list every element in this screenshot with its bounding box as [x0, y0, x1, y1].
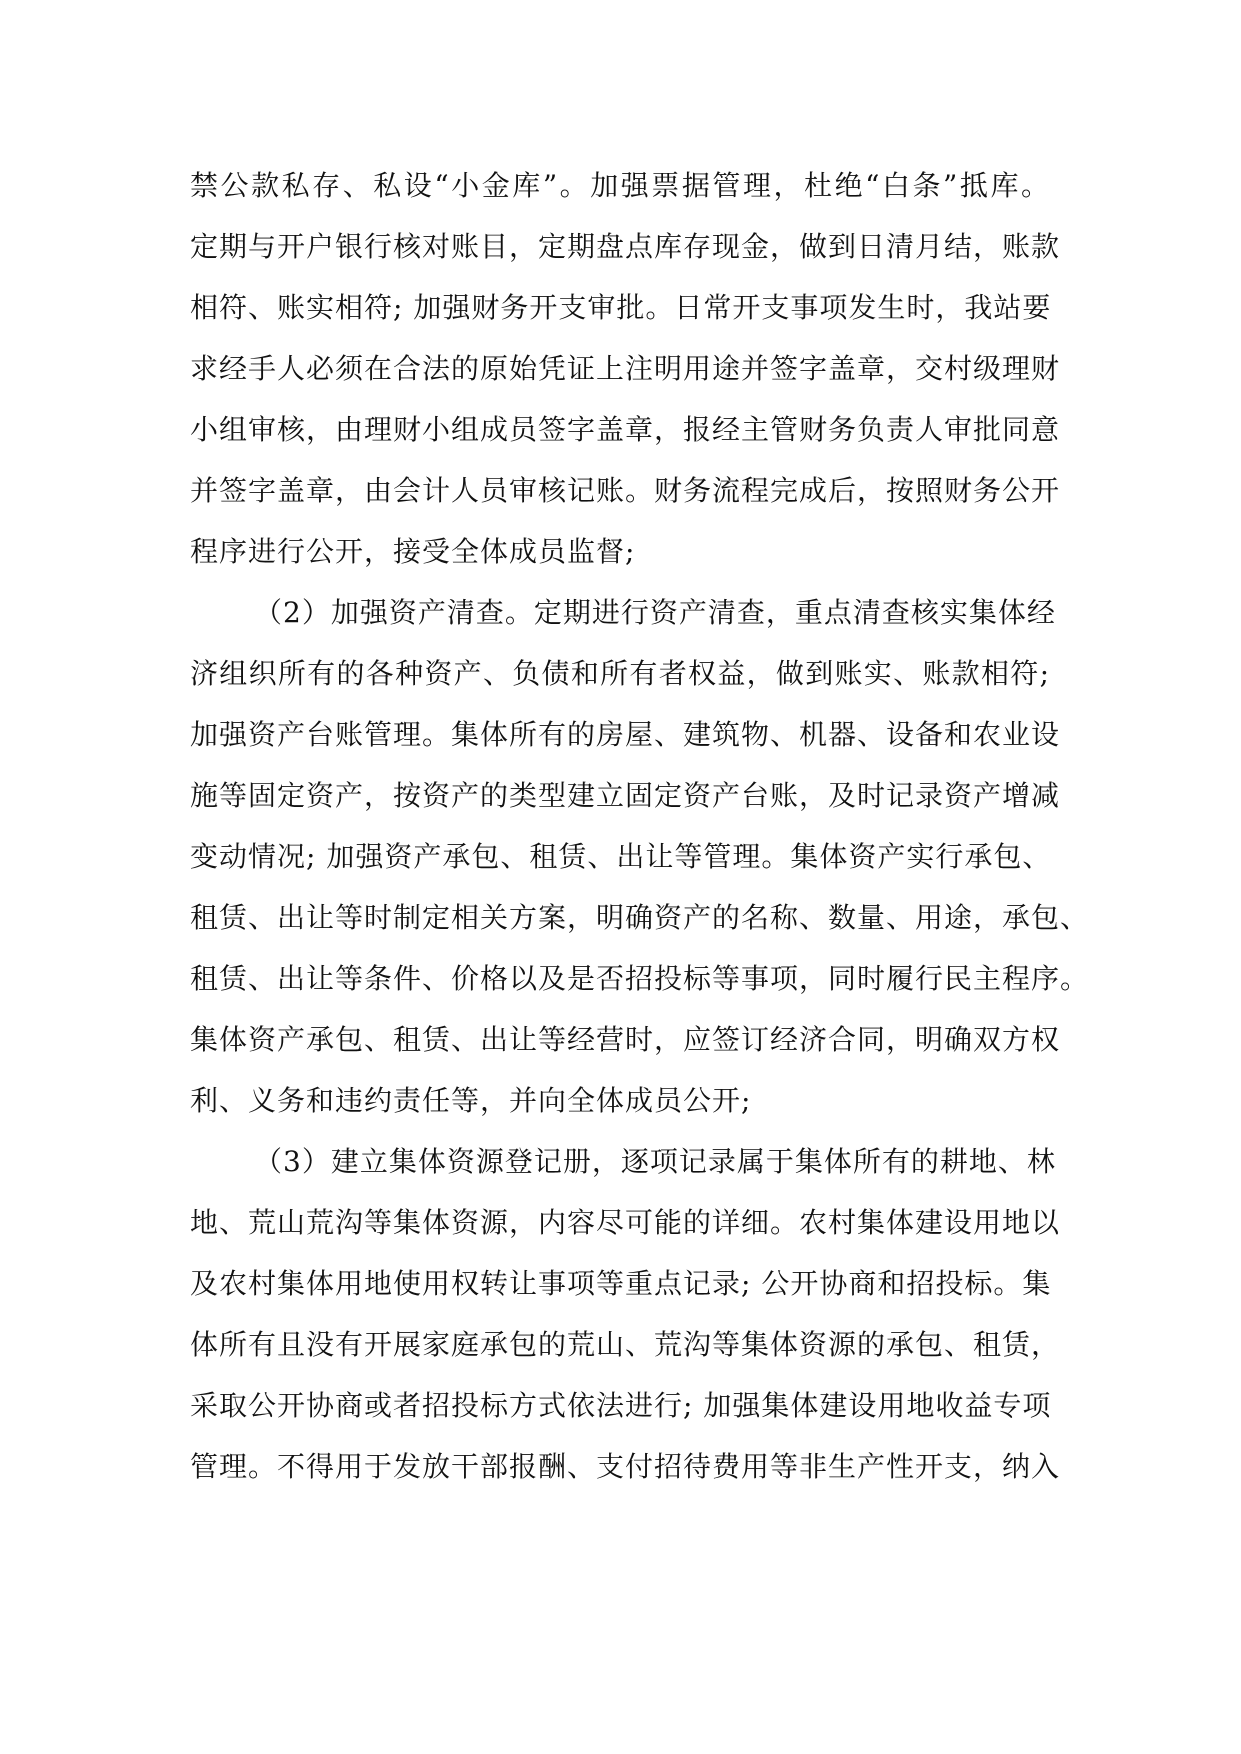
- body-text-line: 利、义务和违约责任等，并向全体成员公开;: [190, 1084, 752, 1117]
- body-text-line: 禁公款私存、私设“小金库”。加强票据管理，杜绝“白条”抵库。: [190, 169, 1050, 202]
- body-text-line: 变动情况; 加强资产承包、租赁、出让等管理。集体资产实行承包、: [190, 840, 1052, 873]
- body-text-line: 体所有且没有开展家庭承包的荒山、荒沟等集体资源的承包、租赁，: [190, 1328, 1061, 1361]
- body-text-line: 管理。不得用于发放干部报酬、支付招待费用等非生产性开支，纳入: [190, 1450, 1061, 1483]
- body-text-line: 及农村集体用地使用权转让事项等重点记录; 公开协商和招投标。集: [190, 1267, 1052, 1300]
- document-body: [190, 155, 1090, 1497]
- body-text-line: 定期与开户银行核对账目，定期盘点库存现金，做到日清月结，账款: [190, 230, 1061, 263]
- body-text-line: 集体资产承包、租赁、出让等经营时，应签订经济合同，明确双方权: [190, 1023, 1061, 1056]
- body-text-line: 地、荒山荒沟等集体资源，内容尽可能的详细。农村集体建设用地以: [190, 1206, 1061, 1239]
- body-text-line: 济组织所有的各种资产、负债和所有者权益，做到账实、账款相符;: [190, 657, 1050, 690]
- body-text-line: 相符、账实相符; 加强财务开支审批。日常开支事项发生时，我站要: [190, 291, 1052, 324]
- body-text-line: 求经手人必须在合法的原始凭证上注明用途并签字盖章，交村级理财: [190, 352, 1061, 385]
- body-text-line: （2）加强资产清查。定期进行资产清查，重点清查核实集体经: [254, 596, 1056, 629]
- body-text-line: 并签字盖章，由会计人员审核记账。财务流程完成后，按照财务公开: [190, 474, 1061, 507]
- body-text-line: 采取公开协商或者招投标方式依法进行; 加强集体建设用地收益专项: [190, 1389, 1052, 1422]
- body-text-line: 租赁、出让等时制定相关方案，明确资产的名称、数量、用途，承包、: [190, 901, 1090, 934]
- body-text-line: 小组审核，由理财小组成员签字盖章，报经主管财务负责人审批同意: [190, 413, 1061, 446]
- body-text-line: （3）建立集体资源登记册，逐项记录属于集体所有的耕地、林: [254, 1145, 1056, 1178]
- body-text-line: 加强资产台账管理。集体所有的房屋、建筑物、机器、设备和农业设: [190, 718, 1061, 751]
- body-text-line: 施等固定资产，按资产的类型建立固定资产台账，及时记录资产增减: [190, 779, 1061, 812]
- body-text-line: 租赁、出让等条件、价格以及是否招投标等事项，同时履行民主程序。: [190, 962, 1090, 995]
- body-text-line: 程序进行公开，接受全体成员监督;: [190, 535, 636, 568]
